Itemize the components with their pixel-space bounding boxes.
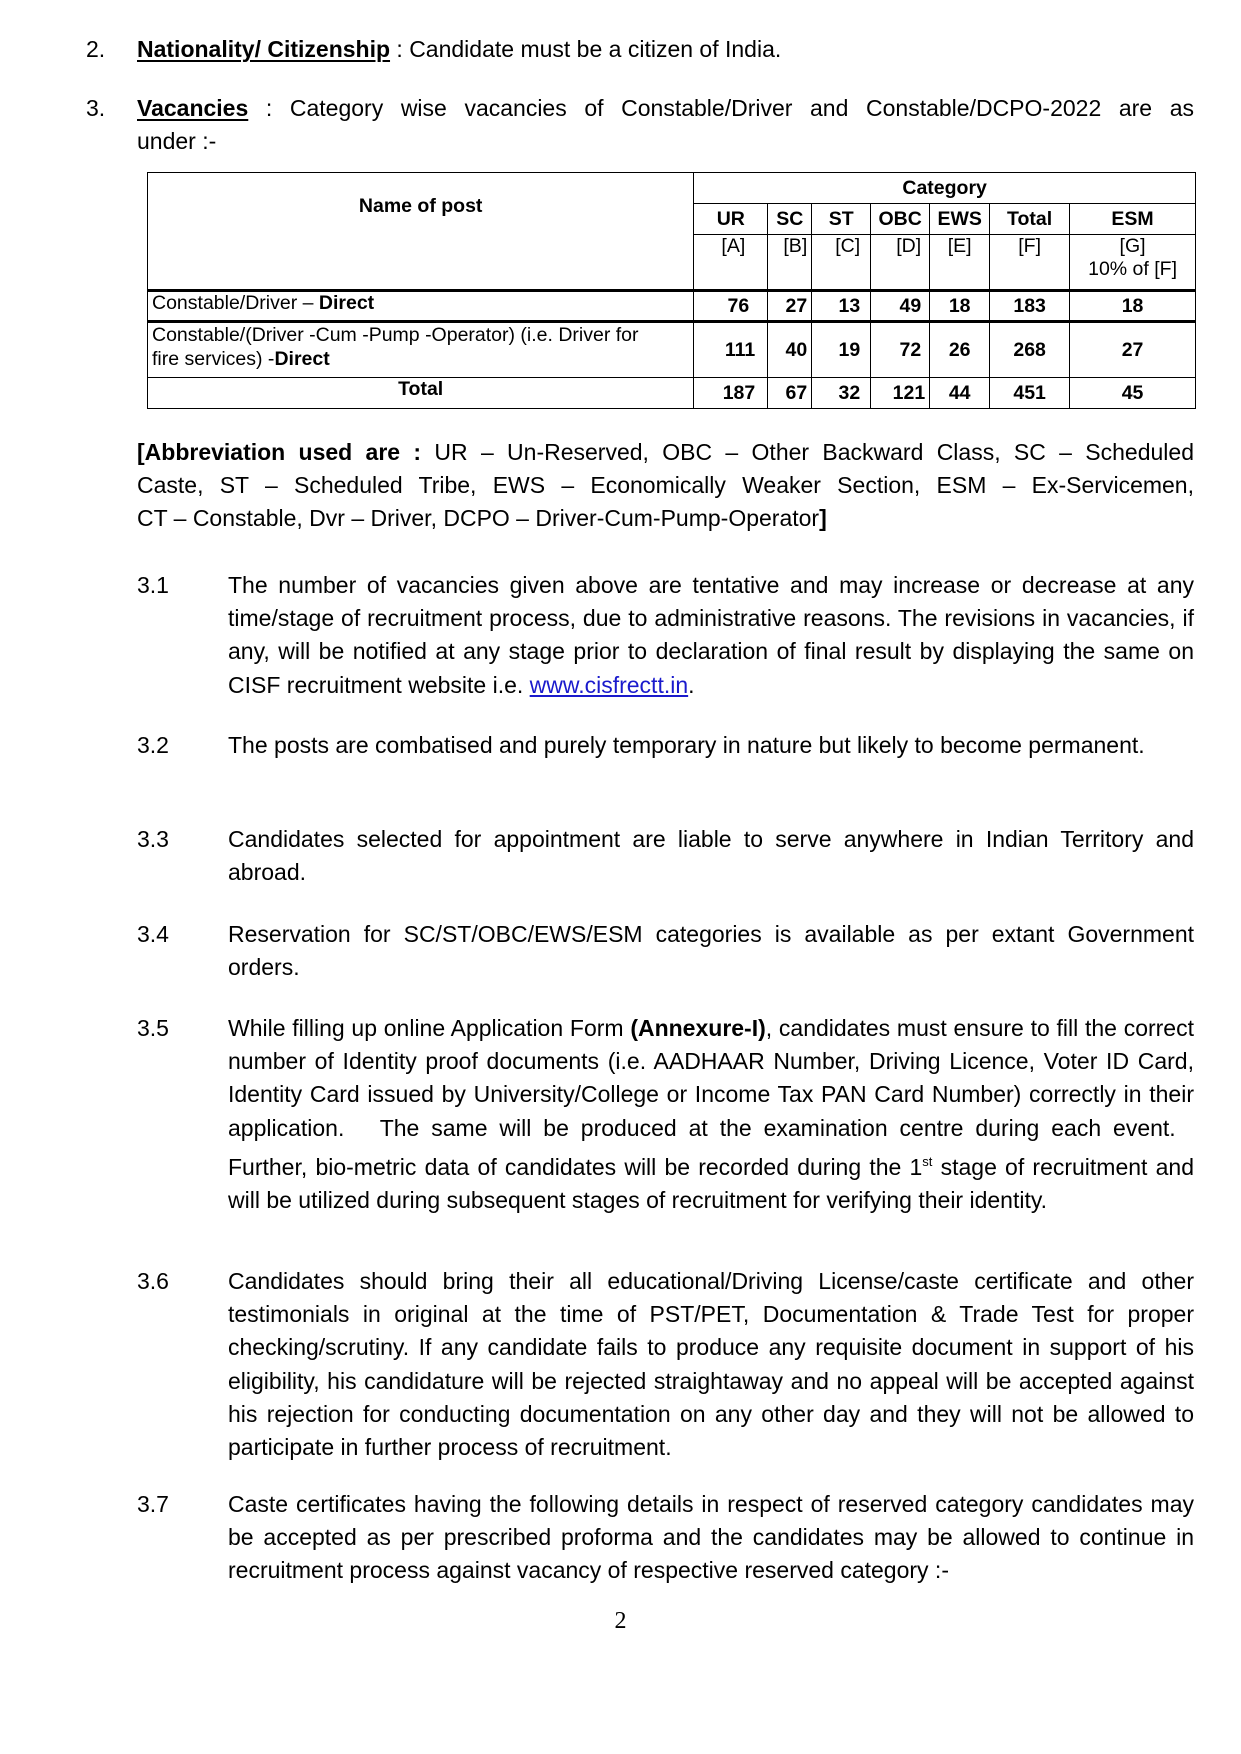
category-header: Category	[694, 173, 1196, 204]
value-ur: 76	[694, 291, 768, 322]
value-ews: 26	[930, 322, 990, 378]
section-3-heading: Vacancies	[137, 95, 249, 121]
code-f: [F]	[990, 235, 1070, 291]
value-ur: 111	[694, 322, 768, 378]
post-name: Constable/(Driver -Cum -Pump -Operator) (i.e. Driver for fire services) -Direct	[148, 322, 694, 378]
table-row	[148, 291, 1196, 322]
subsection-3-5-number: 3.5	[137, 1015, 169, 1041]
section-2-number: 2.	[86, 36, 106, 62]
section-2-heading: Nationality/ Citizenship	[137, 36, 391, 62]
section-2-line	[137, 33, 781, 66]
col-ur: UR	[694, 204, 768, 235]
subsection-3-5-text: While filling up online Application Form (Annexure-I), candidates must ensure to fill the correct number of Identity proof documents (i.e. AADHAAR Number, Driving Licence, Voter ID Card, Identity Card issued by University/College or Income Tax PAN Card Number) correctly in their application. The same will be produced at the examination centre during each event. Further, bio-metric data of candidates will be recorded during the 1st stage of recruitment and will be utilized during subsequent stages of recruitment for verifying their identity.	[228, 1015, 1195, 1214]
col-sc: SC	[768, 204, 812, 235]
section-3-line1	[137, 92, 1194, 125]
subsection-3-2-number: 3.2	[137, 732, 169, 758]
total-sc: 67	[768, 378, 812, 409]
esm-note: 10% of [F]	[1088, 258, 1177, 280]
col-ews: EWS	[930, 204, 990, 235]
table-row	[148, 322, 1196, 378]
subsection-3-2-text: The posts are combatised and purely temporary in nature but likely to become permanent.	[228, 732, 1145, 758]
col-esm: ESM	[1070, 204, 1196, 235]
value-esm: 18	[1070, 291, 1196, 322]
section-2-text: : Candidate must be a citizen of India.	[390, 36, 782, 62]
subsection-3-3-text: Candidates selected for appointment are liable to serve anywhere in Indian Territory and abroad.	[228, 826, 1194, 886]
value-obc: 49	[871, 291, 930, 322]
abbreviations-label: [Abbreviation used are :	[137, 439, 422, 465]
total-ews: 44	[930, 378, 990, 409]
value-st: 13	[812, 291, 871, 322]
name-of-post-header: Name of post	[148, 173, 694, 291]
total-label: Total	[148, 378, 694, 409]
subsection-3-4-number: 3.4	[137, 921, 169, 947]
cisf-website-link[interactable]: www.cisfrectt.in	[529, 671, 689, 698]
subsection-3-6-text: Candidates should bring their all educational/Driving License/caste certificate and other testimonials in original at the time of PST/PET, Documentation & Trade Test for proper checking/scrutiny. If any candidate fails to produce any requisite document in support of his eligibility, his candidature will be rejected straightaway and no appeal will be accepted against his rejection for conducting documentation on any other day and they will not be allowed to participate in further process of recruitment.	[228, 1268, 1194, 1461]
page-number: 2	[614, 1608, 627, 1634]
value-esm: 27	[1070, 322, 1196, 378]
value-sc: 40	[768, 322, 812, 378]
value-ews: 18	[930, 291, 990, 322]
abbreviations-line3: CT – Constable, Dvr – Driver, DCPO – Driver-Cum-Pump-Operator]	[137, 505, 827, 531]
subsection-3-3-number: 3.3	[137, 826, 169, 852]
subsection-3-1-number: 3.1	[137, 572, 169, 598]
code-e: [E]	[930, 235, 990, 291]
subsection-3-4-text: Reservation for SC/ST/OBC/EWS/ESM categories is available as per extant Government orders.	[228, 921, 1194, 981]
subsection-3-6-number: 3.6	[137, 1268, 169, 1294]
col-st: ST	[812, 204, 871, 235]
total-st: 32	[812, 378, 871, 409]
total-row	[148, 378, 1196, 409]
value-obc: 72	[871, 322, 930, 378]
abbreviations-line2: Caste, ST – Scheduled Tribe, EWS – Economically Weaker Section, ESM – Ex-Servicemen,	[137, 472, 1194, 498]
value-total: 268	[990, 322, 1070, 378]
abbreviations-line1: [Abbreviation used are : UR – Un-Reserved, OBC – Other Backward Class, SC – Scheduled	[137, 439, 1195, 465]
value-sc: 27	[768, 291, 812, 322]
total-esm: 45	[1070, 378, 1196, 409]
section-3-text: : Category wise vacancies of Constable/Driver and Constable/DCPO-2022 are as	[248, 95, 1194, 121]
col-total: Total	[990, 204, 1070, 235]
subsection-3-7-text: Caste certificates having the following details in respect of reserved category candidates may be accepted as per prescribed proforma and the candidates may be allowed to continue in recruitment process against vacancy of respective reserved category :-	[228, 1491, 1194, 1584]
total-total: 451	[990, 378, 1070, 409]
code-b: [B]	[768, 235, 812, 291]
post-name: Constable/Driver – Direct	[148, 291, 694, 322]
code-c: [C]	[812, 235, 871, 291]
value-total: 183	[990, 291, 1070, 322]
col-obc: OBC	[871, 204, 930, 235]
subsection-3-1-text: The number of vacancies given above are tentative and may increase or decrease at any time/stage of recruitment process, due to administrative reasons. The revisions in vacancies, if any, will be notified at any stage prior to declaration of final result by displaying the same on CISF recruitment website i.e. www.cisfrectt.in.	[228, 572, 1194, 698]
annexure-reference: (Annexure-I)	[630, 1015, 766, 1041]
total-ur: 187	[694, 378, 768, 409]
code-d: [D]	[871, 235, 930, 291]
value-st: 19	[812, 322, 871, 378]
code-a: [A]	[694, 235, 768, 291]
code-g: [G] 10% of [F]	[1070, 235, 1196, 291]
total-obc: 121	[871, 378, 930, 409]
section-3-number: 3.	[86, 95, 106, 121]
section-3-line2: under :-	[137, 128, 217, 154]
vacancy-table	[147, 172, 1196, 409]
subsection-3-7-number: 3.7	[137, 1491, 169, 1517]
